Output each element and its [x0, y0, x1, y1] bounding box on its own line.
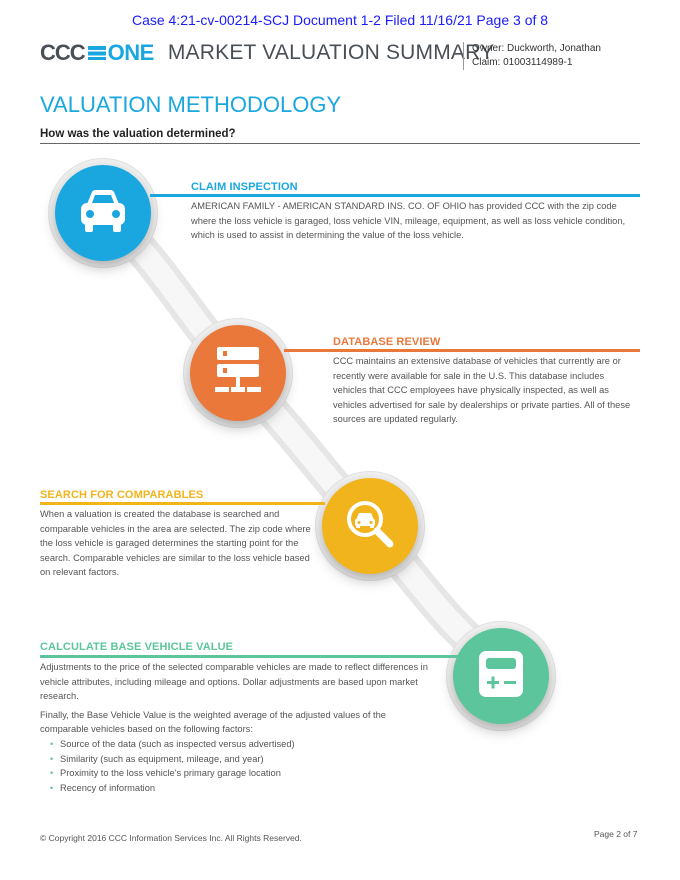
- car-front-icon: [77, 187, 129, 240]
- claim-line: Claim: 01003114989-1: [472, 57, 573, 68]
- calculate-value-circle: [453, 628, 549, 724]
- factor-list-item: • Similarity (such as equipment, mileage, and year): [50, 752, 432, 767]
- database-review-text: CCC maintains an extensive database of vehicles that currently are or recently were available for sale in the U.S. This database includes vehicles that CCC employees have physically inspected, as well as vehicles advertised for sale by dealerships or private parties. All of these sources are updated regularly.: [333, 356, 631, 425]
- search-comparables-rule: [40, 502, 325, 505]
- case-header: Case 4:21-cv-00214-SCJ Document 1-2 Filed 11/16/21 Page 3 of 8: [131, 12, 549, 28]
- section-subtitle: How was the valuation determined?: [40, 128, 640, 144]
- footer-copyright: © Copyright 2016 CCC Information Services Inc. All Rights Reserved.: [40, 833, 302, 843]
- search-comparables-heading: SEARCH FOR COMPARABLES: [40, 489, 204, 501]
- ccc-logo-text: CCC: [40, 40, 85, 65]
- claim-inspection-circle: [55, 165, 151, 261]
- claim-inspection-heading: CLAIM INSPECTION: [191, 181, 298, 193]
- calculate-value-text: [40, 660, 432, 795]
- section-title: VALUATION METHODOLOGY: [40, 92, 342, 117]
- calculator-icon: [477, 649, 525, 704]
- calculate-value-paragraph-2: Finally, the Base Vehicle Value is the weighted average of the adjusted values of the comparable vehicles based on the following factors:: [40, 709, 386, 735]
- one-logo-text: ONE: [107, 40, 154, 65]
- claim-inspection-rule: [150, 194, 640, 197]
- document-title: MARKET VALUATION SUMMARY: [167, 41, 495, 64]
- claim-inspection-text: AMERICAN FAMILY - AMERICAN STANDARD INS. CO. OF OHIO has provided CCC with the zip code where the loss vehicle is garaged, loss vehicle VIN, mileage, equipment, as well as loss vehicle condition, which is used to assist in determining the value of the loss vehicle.: [191, 201, 626, 241]
- database-review-circle: [190, 325, 286, 421]
- calculate-value-rule: [40, 655, 460, 658]
- factor-list-item: • Source of the data (such as inspected versus advertised): [50, 737, 432, 752]
- calculate-value-paragraph-1: Adjustments to the price of the selected comparable vehicles are made to reflect differences in vehicle attributes, including mileage and options. Dollar adjustments are based upon market research.: [40, 662, 428, 702]
- database-review-rule: [284, 349, 640, 352]
- factor-list: [50, 737, 432, 795]
- database-review-heading: DATABASE REVIEW: [333, 336, 441, 348]
- search-car-icon: [344, 498, 396, 555]
- factor-list-item: • Recency of information: [50, 781, 432, 796]
- calculate-value-heading: CALCULATE BASE VEHICLE VALUE: [40, 641, 234, 653]
- search-comparables-text: When a valuation is created the database is searched and comparable vehicles in the area are selected. The zip code where the loss vehicle is garaged determines the starting point for the search. Comparable vehicles are similar to the loss vehicle based on relevant factors.: [40, 509, 311, 578]
- search-comparables-circle: [322, 478, 418, 574]
- owner-line: Owner: Duckworth, Jonathan: [472, 43, 601, 54]
- database-server-icon: [213, 345, 263, 402]
- footer-page-number: Page 2 of 7: [594, 829, 638, 839]
- factor-list-item: • Proximity to the loss vehicle's primary garage location: [50, 766, 432, 781]
